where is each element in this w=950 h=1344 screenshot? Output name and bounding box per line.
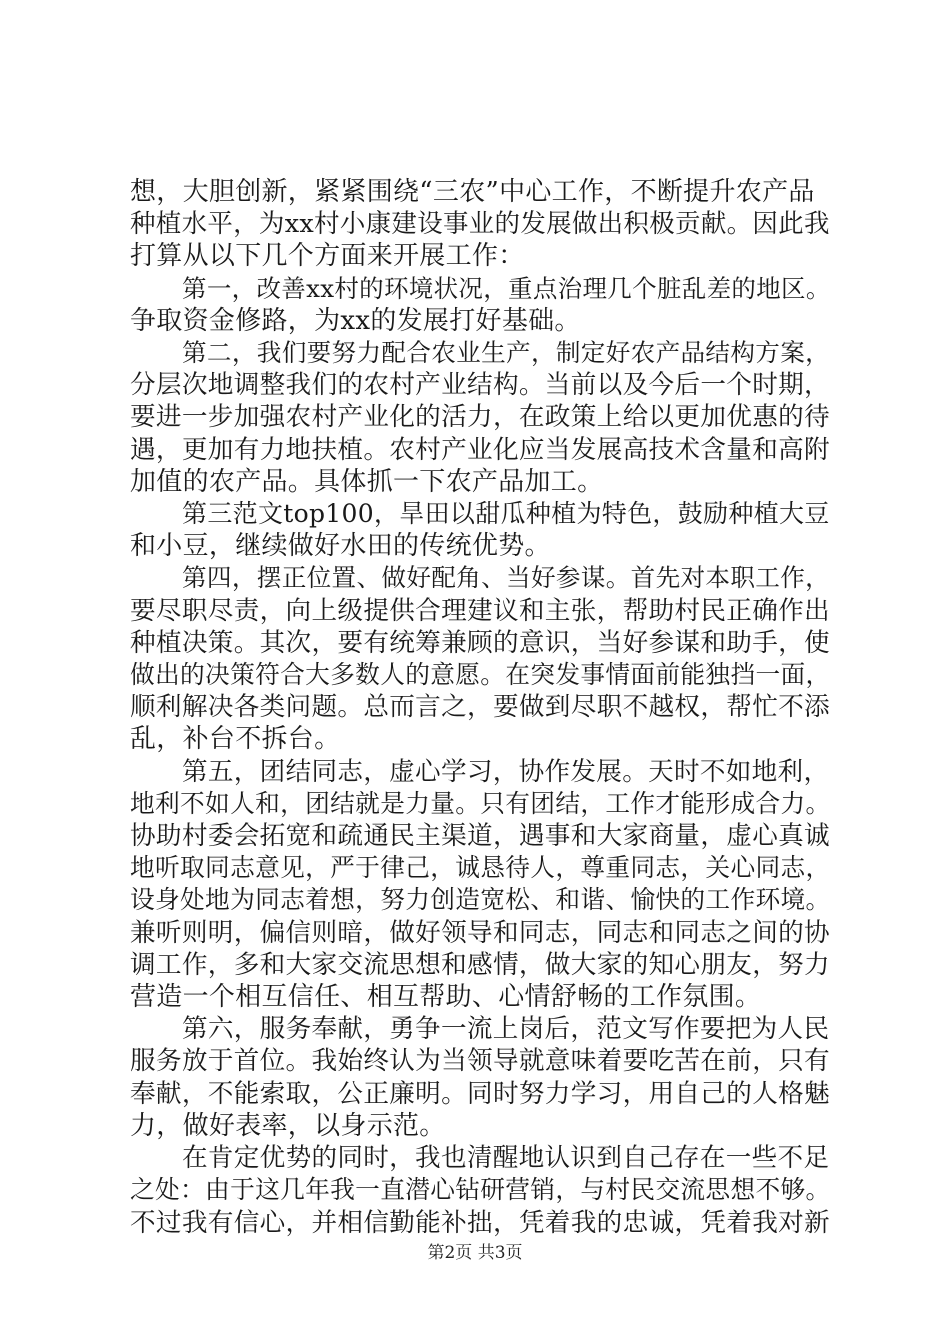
text-line: 设身处地为同志着想，努力创造宽松、和谐、愉快的工作环境。 bbox=[130, 885, 831, 915]
paragraph-start-line: 第五，团结同志，虚心学习，协作发展。天时不如地利， bbox=[182, 756, 830, 787]
text-line: 想，大胆创新，紧紧围绕“三农”中心工作，不断提升农产品 bbox=[130, 177, 815, 207]
text-line: 地利不如人和，团结就是力量。只有团结，工作才能形成合力。 bbox=[130, 788, 831, 818]
text-line: 乱，补台不拆台。 bbox=[130, 724, 341, 755]
text-line: 遇，更加有力地扶植。农村产业化应当发展高技术含量和高附 bbox=[130, 434, 830, 465]
text-line: 打算从以下几个方面来开展工作： bbox=[130, 241, 525, 272]
text-line: 和小豆，继续做好水田的传统优势。 bbox=[130, 531, 551, 562]
text-line: 调工作，多和大家交流思想和感情，做大家的知心朋友，努力 bbox=[130, 949, 830, 980]
text-line: 分层次地调整我们的农村产业结构。当前以及今后一个时期， bbox=[130, 370, 830, 401]
body-text bbox=[130, 176, 830, 1239]
text-line: 服务放于首位。我始终认为当领导就意味着要吃苦在前，只有 bbox=[130, 1046, 830, 1077]
paragraph-start-line: 第六，服务奉献，勇争一流上岗后，范文写作要把为人民 bbox=[182, 1014, 830, 1045]
paragraph-start-line: 第三范文top100，旱田以甜瓜种植为特色，鼓励种植大豆 bbox=[182, 499, 830, 529]
text-line: 做出的决策符合大多数人的意愿。在突发事情面前能独挡一面， bbox=[130, 660, 831, 690]
text-line: 奉献，不能索取，公正廉明。同时努力学习，用自己的人格魅 bbox=[130, 1078, 830, 1109]
text-line: 协助村委会拓宽和疏通民主渠道，遇事和大家商量，虚心真诚 bbox=[130, 821, 830, 852]
text-line: 加值的农产品。具体抓一下农产品加工。 bbox=[130, 466, 604, 497]
paragraph-start-line: 第四，摆正位置、做好配角、当好参谋。首先对本职工作， bbox=[182, 563, 831, 593]
text-line: 要进一步加强农村产业化的活力，在政策上给以更加优惠的待 bbox=[130, 402, 830, 433]
text-line: 之处：由于这几年我一直潜心钻研营销，与村民交流思想不够。 bbox=[130, 1175, 831, 1205]
text-line: 种植决策。其次，要有统筹兼顾的意识，当好参谋和助手，使 bbox=[130, 627, 830, 658]
paragraph-start-line: 第一，改善xx村的环境状况，重点治理几个脏乱差的地区。 bbox=[182, 273, 831, 303]
text-line: 兼听则明，偏信则暗，做好领导和同志，同志和同志之间的协 bbox=[130, 917, 830, 948]
paragraph-start-line: 在肯定优势的同时，我也清醒地认识到自己存在一些不足 bbox=[182, 1143, 830, 1174]
text-line: 营造一个相互信任、相互帮助、心情舒畅的工作氛围。 bbox=[130, 982, 762, 1013]
text-line: 地听取同志意见，严于律己，诚恳待人，尊重同志，关心同志， bbox=[130, 853, 831, 883]
text-line: 要尽职尽责，向上级提供合理建议和主张，帮助村民正确作出 bbox=[130, 595, 830, 626]
text-line: 不过我有信心，并相信勤能补拙，凭着我的忠诚，凭着我对新 bbox=[130, 1207, 830, 1238]
text-line: 力，做好表率，以身示范。 bbox=[130, 1110, 446, 1141]
text-line: 顺利解决各类问题。总而言之，要做到尽职不越权，帮忙不添 bbox=[130, 692, 830, 723]
page-number-footer: 第2页 共3页 bbox=[427, 1243, 523, 1263]
text-line: 争取资金修路，为xx的发展打好基础。 bbox=[130, 305, 581, 336]
paragraph-start-line: 第二，我们要努力配合农业生产，制定好农产品结构方案， bbox=[182, 338, 831, 368]
text-line: 种植水平，为xx村小康建设事业的发展做出积极贡献。因此我 bbox=[130, 209, 830, 240]
